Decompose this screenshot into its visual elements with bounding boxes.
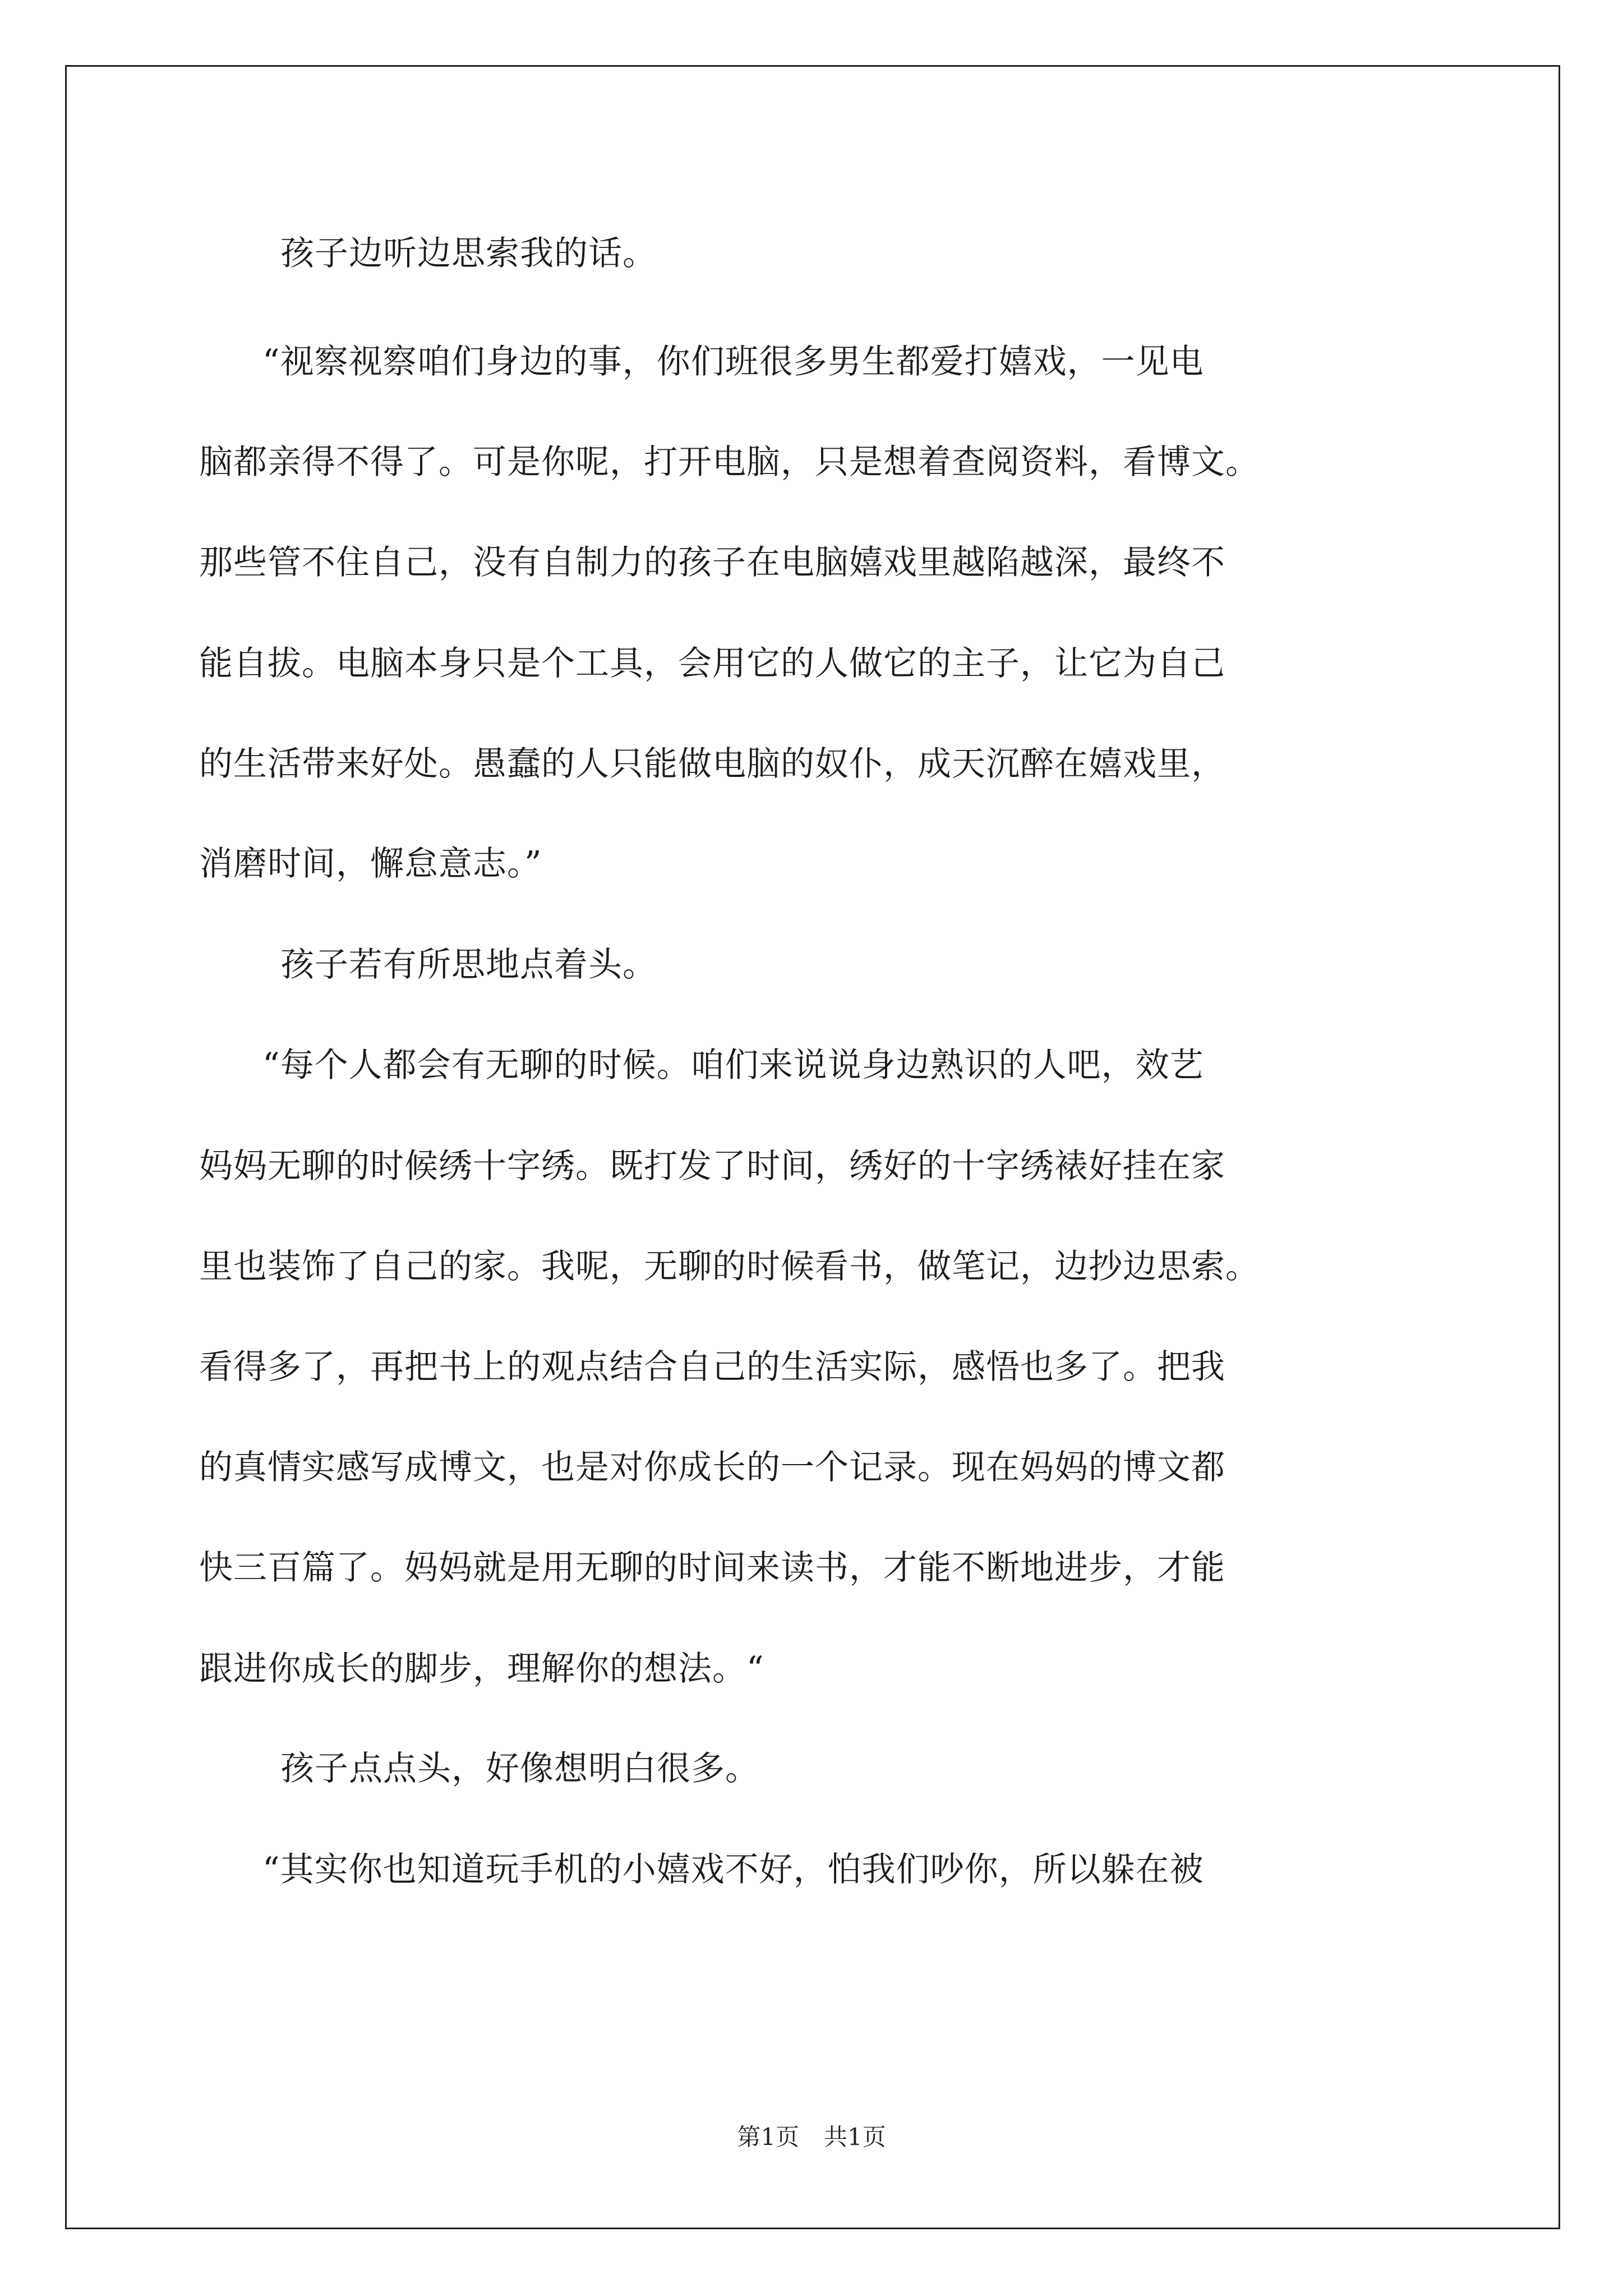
paragraph-line: “每个人都会有无聊的时候。咱们来说说身边熟识的人吧，效艺 — [262, 1046, 1204, 1085]
paragraph-line: 孩子若有所思地点着头。 — [280, 945, 657, 984]
page-total: 共1页 — [824, 2123, 886, 2151]
paragraph-line: 里也装饰了自己的家。我呢，无聊的时候看书，做笔记，边抄边思索。 — [199, 1247, 1260, 1286]
paragraph-line: “视察视察咱们身边的事，你们班很多男生都爱打嬉戏，一见电 — [262, 342, 1204, 381]
paragraph-line: “其实你也知道玩手机的小嬉戏不好，怕我们吵你，所以躲在被 — [262, 1850, 1204, 1889]
paragraph-line: 的生活带来好处。愚蠢的人只能做电脑的奴仆，成天沉醉在嬉戏里， — [199, 744, 1225, 784]
paragraph-line: 那些管不住自己，没有自制力的孩子在电脑嬉戏里越陷越深，最终不 — [199, 543, 1225, 582]
paragraph-line: 孩子点点头，好像想明白很多。 — [280, 1749, 759, 1788]
paragraph-line: 能自拔。电脑本身只是个工具，会用它的人做它的主子，让它为自己 — [199, 644, 1225, 683]
paragraph-line: 消磨时间，懈怠意志。” — [199, 844, 542, 884]
paragraph-line: 跟进你成长的脚步，理解你的想法。“ — [199, 1649, 764, 1688]
page-number: 第1页 — [737, 2123, 799, 2151]
paragraph-line: 孩子边听边思索我的话。 — [280, 234, 657, 273]
paragraph-line: 脑都亲得不得了。可是你呢，打开电脑，只是想着查阅资料，看博文。 — [199, 443, 1260, 482]
page-footer — [0, 2122, 1623, 2153]
paragraph-line: 的真情实感写成博文，也是对你成长的一个记录。现在妈妈的博文都 — [199, 1448, 1225, 1487]
paragraph-line: 快三百篇了。妈妈就是用无聊的时间来读书，才能不断地进步，才能 — [199, 1548, 1225, 1588]
paragraph-line: 看得多了，再把书上的观点结合自己的生活实际，感悟也多了。把我 — [199, 1347, 1225, 1387]
paragraph-line: 妈妈无聊的时候绣十字绣。既打发了时间，绣好的十字绣裱好挂在家 — [199, 1147, 1225, 1186]
